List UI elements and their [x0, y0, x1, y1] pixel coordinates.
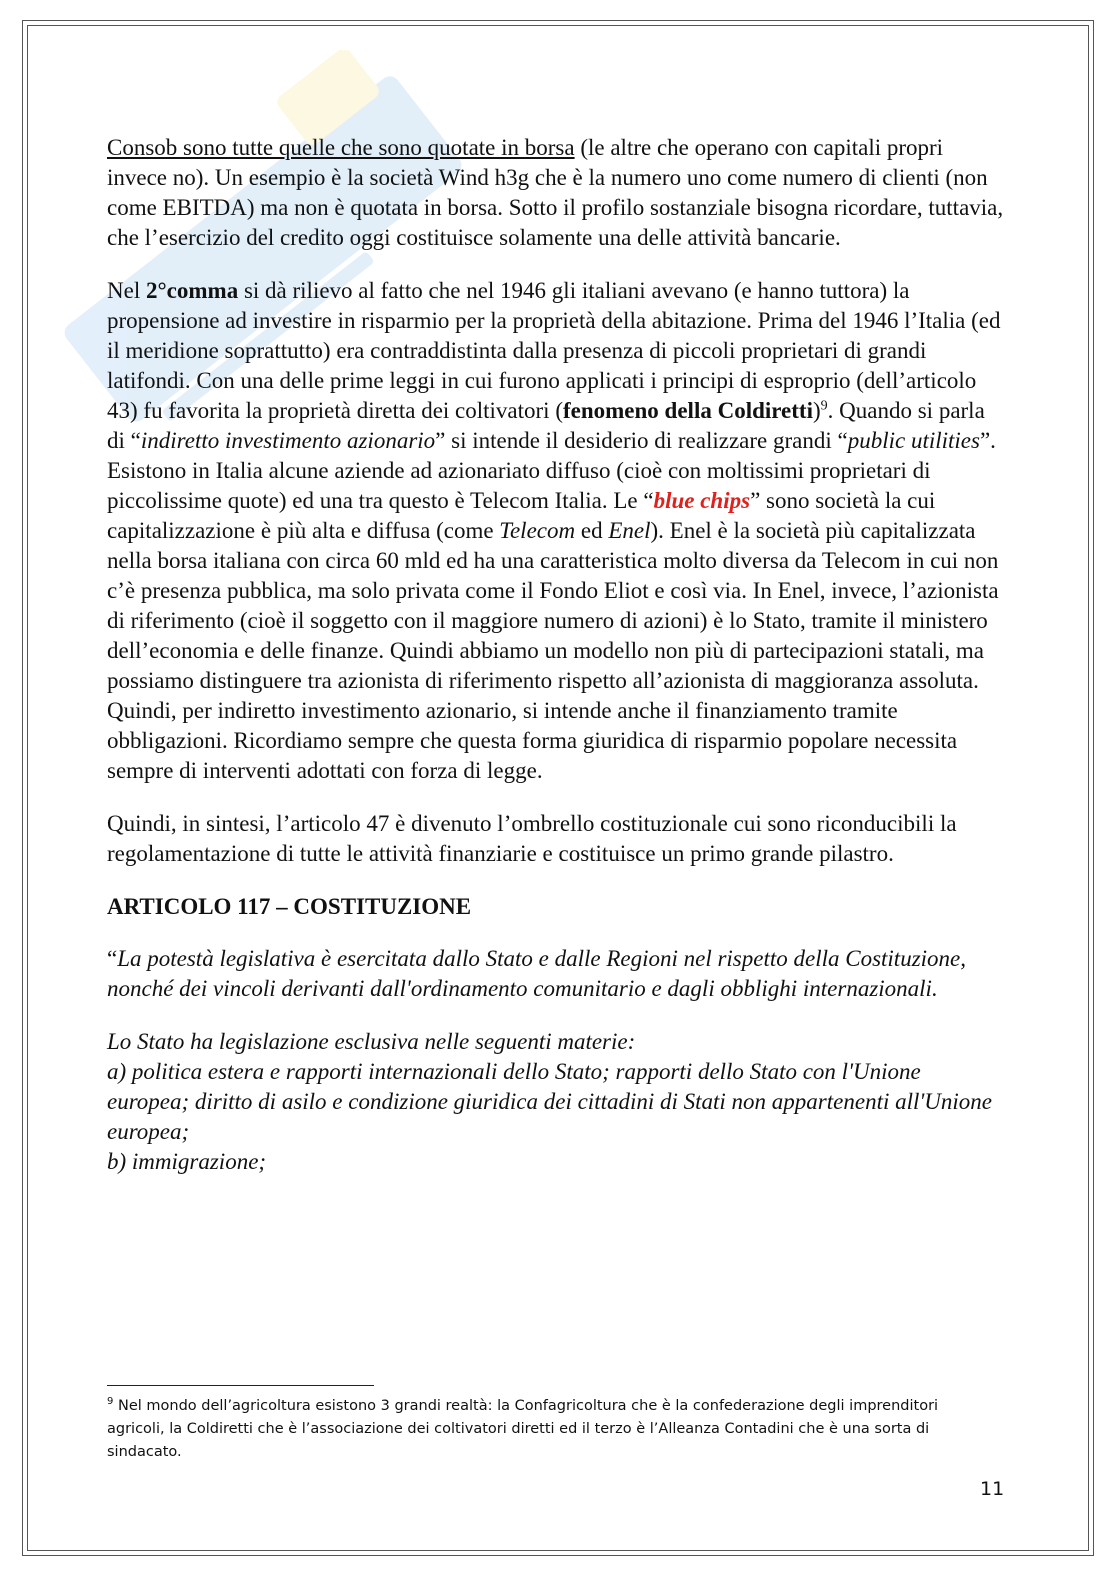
- italic-term: Telecom: [499, 518, 576, 543]
- paragraph-text: (le altre che operano con capitali propri invece no). Un esempio è la società Wind h3g che è la numero uno come numero di clienti (non come EBITDA) ma non è quotata in borsa. Sotto il profilo sostanziale bisogna ricordare, tuttavia, che l’esercizio del credito oggi costituisce solamente una delle attività bancarie.: [107, 135, 1004, 250]
- quote-mark: “: [107, 946, 118, 971]
- text-run: si dà rilievo al fatto che nel 1946 gli italiani avevano (e hanno tuttora) la propensione ad investire in risparmio per la proprietà della abitazione. Prima del 1946 l’Italia (ed il meridione soprattutto) era contraddistinta dalla presenza di piccoli proprietari di grandi latifondi. Con una delle prime leggi in cui furono applicati i principi di esproprio (dell’articolo 43) fu favorita la proprietà diretta dei coltivatori (: [107, 278, 1001, 423]
- text-run: Nel: [107, 278, 146, 303]
- footnote-separator: [107, 1385, 374, 1386]
- italic-term: public utilities: [847, 428, 980, 453]
- list-intro: Lo Stato ha legislazione esclusiva nelle seguenti materie:: [107, 1029, 636, 1054]
- footnote-text: Nel mondo dell’agricoltura esistono 3 grandi realtà: la Confagricoltura che è la confederazione degli imprenditori agricoli, la Coldiretti che è l’associazione dei coltivatori diretti ed il terzo è l’Alleanza Contadini che è una sorta di sindacato.: [107, 1398, 939, 1460]
- italic-term: Enel: [608, 518, 651, 543]
- text-run: ” si intende il desiderio di realizzare grandi “: [435, 428, 848, 453]
- section-heading: ARTICOLO 117 – COSTITUZIONE: [107, 894, 472, 919]
- quote-paragraph: [107, 944, 1007, 1004]
- highlight-blue-chips: blue chips: [653, 488, 751, 513]
- list-item: b) immigrazione;: [107, 1149, 267, 1174]
- text-run: ). Enel è la società più capitalizzata nella borsa italiana con circa 60 mld ed ha una caratteristica molto diversa da Telecom in cui non c’è presenza pubblica, ma solo privata come il Fondo Eliot e così via. In Enel, invece, l’azionista di riferimento (cioè il soggetto con il maggiore numero di azioni) è lo Stato, tramite il ministero dell’economia e delle finanze. Quindi abbiamo un modello non più di partecipazioni statali, ma possiamo distinguere tra azionista di riferimento rispetto all’azionista di maggioranza assoluta. Quindi, per indiretto investimento azionario, si intende anche il finanziamento tramite obbligazioni. Ricordiamo sempre che questa forma giuridica di risparmio popolare necessita sempre di interventi adottati con forza di legge.: [107, 518, 999, 783]
- text-run: ed: [575, 518, 609, 543]
- footnote-number: 9: [107, 1396, 114, 1408]
- bold-term-coldiretti: fenomeno della Coldiretti: [562, 398, 813, 423]
- bold-term-comma: 2°comma: [145, 278, 239, 303]
- paragraph-secondo-comma: [107, 276, 1007, 786]
- text-run: ): [812, 398, 821, 423]
- paragraph-sintesi: Quindi, in sintesi, l’articolo 47 è divenuto l’ombrello costituzionale cui sono riconducibili la regolamentazione di tutte le attività finanziarie e costituisce un primo grande pilastro.: [107, 811, 957, 866]
- text-run: ”. Esistono in Italia alcune aziende ad azionariato diffuso (cioè con moltissimi proprietari di piccolissime quote) ed una tra questo è Telecom Italia. Le “: [107, 428, 996, 513]
- quote-text: La potestà legislativa è esercitata dallo Stato e dalle Regioni nel rispetto della Costituzione, nonché dei vincoli derivanti dall'ordinamento comunitario e dagli obblighi internazionali.: [107, 946, 966, 1001]
- page-body: [107, 133, 1007, 1177]
- underlined-text: Consob sono tutte quelle che sono quotate in borsa: [107, 135, 575, 160]
- list-item: a) politica estera e rapporti internazionali dello Stato; rapporti dello Stato con l'Unione europea; diritto di asilo e condizione giuridica dei cittadini di Stati non appartenenti all'Unione europea;: [107, 1059, 993, 1144]
- page-number: 11: [980, 1478, 1005, 1500]
- text-run: ” sono società la cui capitalizzazione è più alta e diffusa (come: [107, 488, 936, 543]
- footnote: [107, 1395, 987, 1464]
- footnote-reference[interactable]: 9: [820, 398, 828, 414]
- materie-list: [107, 1027, 1007, 1177]
- text-run: . Quando si parla di “: [107, 398, 985, 453]
- italic-term: indiretto investimento azionario: [140, 428, 436, 453]
- paragraph-consob: [107, 133, 1007, 253]
